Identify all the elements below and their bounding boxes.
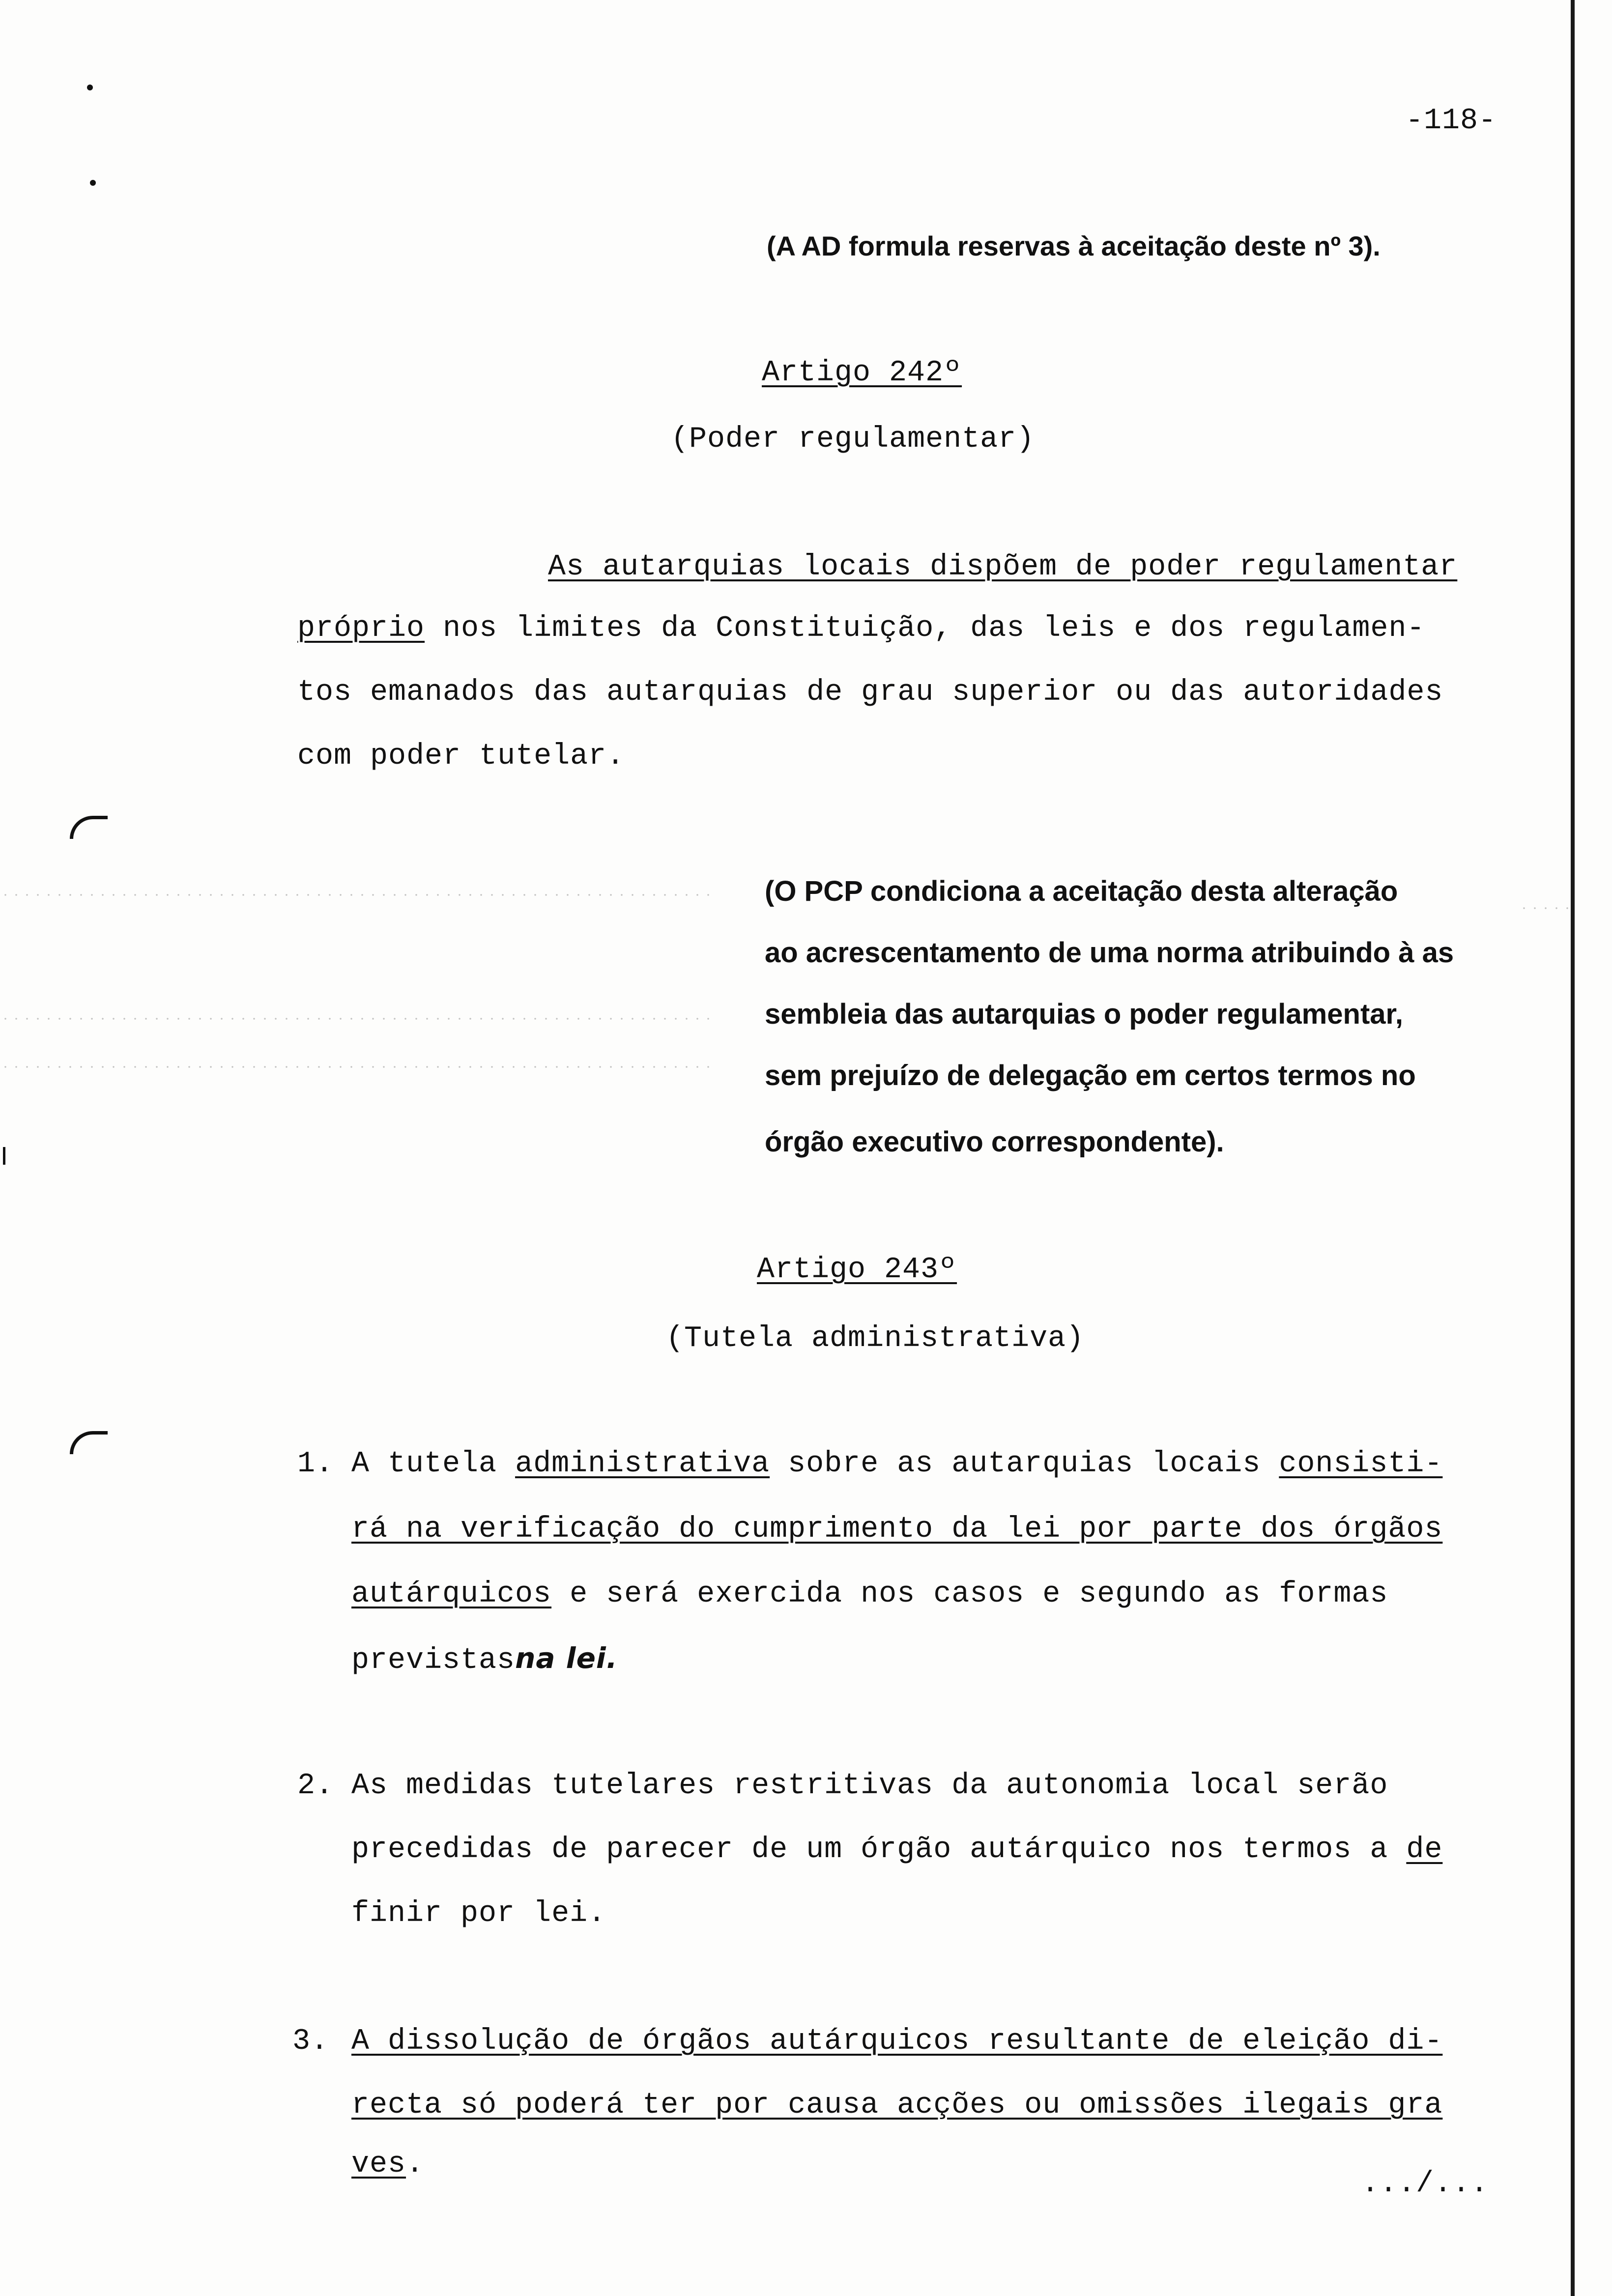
scan-noise: [1519, 907, 1573, 910]
pcp-note-line3: sembleia das autarquias o poder regulamentar,: [765, 998, 1403, 1030]
underlined-word: administrativa: [515, 1447, 770, 1481]
item-1-number: 1.: [297, 1447, 334, 1481]
underlined-word: ves: [351, 2148, 406, 2181]
item-1-line1: [351, 1447, 1442, 1481]
article-242-para-line2: [297, 612, 1425, 645]
margin-dot: [90, 180, 96, 186]
article-243-title: Artigo 243º: [757, 1253, 957, 1287]
item-3-text: .: [406, 2148, 425, 2181]
pcp-note-line5: órgão executivo correspondente).: [765, 1126, 1224, 1158]
pcp-note-line1: (O PCP condiciona a aceitação desta alteração: [765, 875, 1398, 907]
article-242-para-line3: tos emanados das autarquias de grau superior ou das autoridades: [297, 676, 1443, 709]
item-2-line3: finir por lei.: [351, 1897, 606, 1930]
article-242-subtitle: (Poder regulamentar): [671, 423, 1035, 456]
handwritten-insertion: na lei.: [515, 1641, 618, 1675]
continuation-marker: .../...: [1361, 2167, 1489, 2201]
item-3-line1: A dissolução de órgãos autárquicos resultante de eleição di-: [351, 2025, 1443, 2058]
article-242-para-line1: As autarquias locais dispõem de poder regulamentar: [548, 550, 1458, 584]
item-1-text: sobre as autarquias locais: [770, 1447, 1279, 1481]
article-243-subtitle: (Tutela administrativa): [666, 1322, 1085, 1355]
page-number: -118-: [1406, 104, 1497, 138]
para-text: nos limites da Constituição, das leis e dos regulamen-: [425, 612, 1425, 645]
pcp-note-line2: ao acrescentamento de uma norma atribuindo à as: [765, 937, 1454, 969]
item-1-line2: rá na verificação do cumprimento da lei por parte dos órgãos: [351, 1513, 1443, 1546]
item-3-line3: [351, 2148, 424, 2181]
item-2-line2: [351, 1833, 1442, 1866]
pcp-note-line4: sem prejuízo de delegação em certos termos no: [765, 1060, 1416, 1091]
article-242-para-line4: com poder tutelar.: [297, 740, 625, 773]
scan-noise: [0, 893, 718, 896]
scan-noise: [0, 1017, 718, 1020]
item-2-number: 2.: [297, 1769, 334, 1803]
item-1-text: A tutela: [351, 1447, 516, 1481]
ad-note: (A AD formula reservas à aceitação deste nº 3).: [767, 230, 1381, 261]
item-1-text: previstas: [351, 1644, 516, 1677]
underlined-word: de: [1406, 1833, 1443, 1866]
item-3-number: 3.: [292, 2025, 329, 2058]
underlined-word: próprio: [297, 612, 425, 645]
item-1-text: e será exercida nos casos e segundo as formas: [551, 1578, 1388, 1611]
margin-dot: [87, 85, 93, 90]
underlined-word: consisti-: [1279, 1447, 1443, 1481]
item-1-line3: [351, 1578, 1388, 1611]
page-edge-border: [1571, 0, 1575, 2296]
margin-bracket-mark: [70, 816, 108, 839]
margin-tick: [3, 1147, 5, 1165]
item-2-text: precedidas de parecer de um órgão autárquico nos termos a: [351, 1833, 1407, 1866]
article-242-title: Artigo 242º: [762, 356, 962, 390]
underlined-word: autárquicos: [351, 1578, 552, 1611]
item-1-line4: [351, 1641, 618, 1677]
margin-bracket-mark: [70, 1431, 108, 1454]
item-3-line2: recta só poderá ter por causa acções ou omissões ilegais gra: [351, 2089, 1443, 2122]
scan-noise: [0, 1065, 718, 1068]
item-2-line1: As medidas tutelares restritivas da autonomia local serão: [351, 1769, 1388, 1803]
